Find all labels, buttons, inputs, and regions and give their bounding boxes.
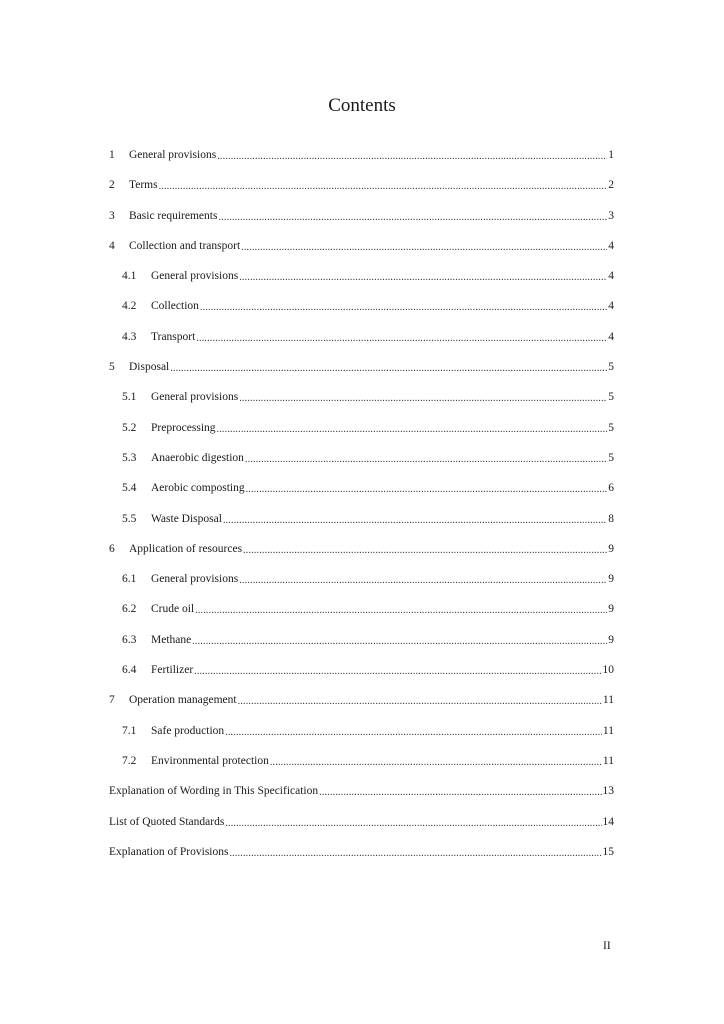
toc-entry-page: 3 (608, 209, 614, 222)
toc-entry-number: 4 (109, 239, 115, 252)
dot-leader (217, 420, 608, 434)
toc-entry-page: 5 (608, 361, 614, 374)
dot-leader (195, 601, 607, 615)
toc-entry-5-2[interactable] (109, 419, 614, 449)
dot-leader (243, 541, 607, 555)
toc-entry-number: 2 (109, 179, 115, 192)
dot-leader (239, 571, 607, 585)
toc-entry-5-5[interactable] (109, 510, 614, 540)
dot-leader (241, 238, 607, 252)
toc-entry-7-2[interactable] (109, 752, 614, 782)
toc-entry-page: 5 (608, 451, 614, 464)
toc-entry-number: 7 (109, 694, 115, 707)
toc-entry-page: 15 (602, 845, 614, 858)
toc-entry-label: Explanation of Provisions (109, 845, 229, 858)
toc-entry-label: Transport (151, 330, 196, 343)
dot-leader (192, 632, 607, 646)
dot-leader (319, 783, 601, 797)
toc-entry-label: Aerobic composting (151, 482, 245, 495)
toc-entry-page: 9 (608, 573, 614, 586)
toc-entry-label: General provisions (151, 270, 239, 283)
toc-entry-number: 5.3 (122, 451, 137, 464)
toc-entry-3[interactable] (109, 207, 614, 237)
toc-entry-label: Terms (129, 179, 158, 192)
toc-entry-label: Crude oil (151, 603, 195, 616)
toc-entry-label: Waste Disposal (151, 512, 222, 525)
toc-entry-label: Anaerobic digestion (151, 451, 244, 464)
toc-entry-page: 1 (608, 149, 614, 161)
toc-entry-page: 4 (608, 300, 614, 313)
toc-entry-7[interactable] (109, 691, 614, 721)
toc-entry-page: 5 (608, 391, 614, 404)
toc-entry-label: General provisions (151, 573, 239, 586)
page-folio: II (603, 940, 611, 952)
toc-entry-number: 5.2 (122, 421, 137, 434)
dot-leader (239, 268, 607, 282)
toc-entry-number: 5.1 (122, 391, 137, 404)
toc-entry-label: List of Quoted Standards (109, 815, 225, 828)
page-title: Contents (328, 95, 396, 116)
dot-leader (223, 511, 607, 525)
dot-leader (270, 753, 602, 767)
toc-entry-page: 11 (602, 754, 614, 767)
toc-entry-number: 5 (109, 361, 115, 374)
toc-entry-page: 13 (602, 785, 614, 798)
toc-entry-number: 6.4 (122, 664, 137, 677)
toc-entry-label: Basic requirements (129, 209, 218, 222)
dot-leader (218, 208, 607, 222)
toc-entry-page: 9 (608, 542, 614, 555)
toc-entry-5[interactable] (109, 358, 614, 388)
dot-leader (246, 480, 608, 494)
toc-entry-explanation-of-provisions[interactable] (109, 843, 614, 873)
toc-entry-number: 7.1 (122, 724, 137, 737)
toc-entry-number: 6 (109, 542, 115, 555)
toc-entry-6-2[interactable] (109, 600, 614, 630)
toc-entry-6-3[interactable] (109, 631, 614, 661)
toc-entry-4-1[interactable] (109, 267, 614, 297)
toc-entry-page: 5 (608, 421, 614, 434)
toc-entry-number: 5.4 (122, 482, 137, 495)
dot-leader (170, 359, 607, 373)
toc-entry-1[interactable] (109, 146, 614, 176)
toc-entry-explanation-of-wording[interactable] (109, 782, 614, 812)
toc-entry-label: General provisions (129, 149, 217, 161)
toc-entry-4-3[interactable] (109, 328, 614, 358)
toc-entry-page: 10 (602, 664, 614, 677)
dot-leader (225, 723, 602, 737)
toc-entry-number: 6.2 (122, 603, 137, 616)
toc-entry-number: 6.1 (122, 573, 137, 586)
toc-entry-6[interactable] (109, 540, 614, 570)
toc-entry-page: 11 (602, 724, 614, 737)
toc-entry-page: 14 (602, 815, 614, 828)
toc-entry-label: Application of resources (129, 542, 243, 555)
toc-entry-page: 8 (608, 512, 614, 525)
toc-entry-label: Environmental protection (151, 754, 269, 767)
toc-entry-6-4[interactable] (109, 661, 614, 691)
toc-entry-5-3[interactable] (109, 449, 614, 479)
toc-entry-label: Operation management (129, 694, 237, 707)
toc-entry-5-4[interactable] (109, 479, 614, 509)
dot-leader (194, 662, 601, 676)
dot-leader (245, 450, 607, 464)
toc-entry-5-1[interactable] (109, 388, 614, 418)
toc-entry-2[interactable] (109, 176, 614, 206)
toc-entry-number: 4.2 (122, 300, 137, 313)
table-of-contents (109, 146, 614, 873)
toc-entry-6-1[interactable] (109, 570, 614, 600)
dot-leader (196, 329, 607, 343)
toc-entry-number: 4.1 (122, 270, 137, 283)
toc-entry-page: 6 (608, 482, 614, 495)
toc-entry-label: General provisions (151, 391, 239, 404)
toc-entry-number: 3 (109, 209, 115, 222)
toc-entry-number: 1 (109, 149, 115, 161)
toc-entry-number: 6.3 (122, 633, 137, 646)
dot-leader (225, 814, 601, 828)
toc-entry-label: Explanation of Wording in This Specification (109, 785, 319, 798)
dot-leader (200, 298, 607, 312)
toc-entry-number: 4.3 (122, 330, 137, 343)
toc-entry-page: 9 (608, 633, 614, 646)
dot-leader (238, 692, 602, 706)
toc-entry-page: 9 (608, 603, 614, 616)
dot-leader (239, 389, 607, 403)
toc-entry-page: 4 (608, 239, 614, 252)
toc-entry-number: 5.5 (122, 512, 137, 525)
toc-entry-7-1[interactable] (109, 722, 614, 752)
dot-leader (159, 177, 608, 191)
toc-entry-4[interactable] (109, 237, 614, 267)
toc-entry-label: Safe production (151, 724, 225, 737)
toc-entry-number: 7.2 (122, 754, 137, 767)
toc-entry-page: 4 (608, 270, 614, 283)
dot-leader (229, 844, 601, 858)
toc-entry-label: Methane (151, 633, 192, 646)
toc-entry-label: Preprocessing (151, 421, 216, 434)
toc-entry-label: Collection and transport (129, 239, 241, 252)
toc-entry-label: Disposal (129, 361, 170, 374)
dot-leader (217, 147, 607, 161)
toc-entry-page: 2 (608, 179, 614, 192)
toc-entry-4-2[interactable] (109, 297, 614, 327)
toc-entry-label: Collection (151, 300, 199, 313)
toc-entry-label: Fertilizer (151, 664, 194, 677)
toc-entry-page: 4 (608, 330, 614, 343)
toc-entry-page: 11 (602, 694, 614, 707)
toc-entry-quoted-standards[interactable] (109, 813, 614, 843)
